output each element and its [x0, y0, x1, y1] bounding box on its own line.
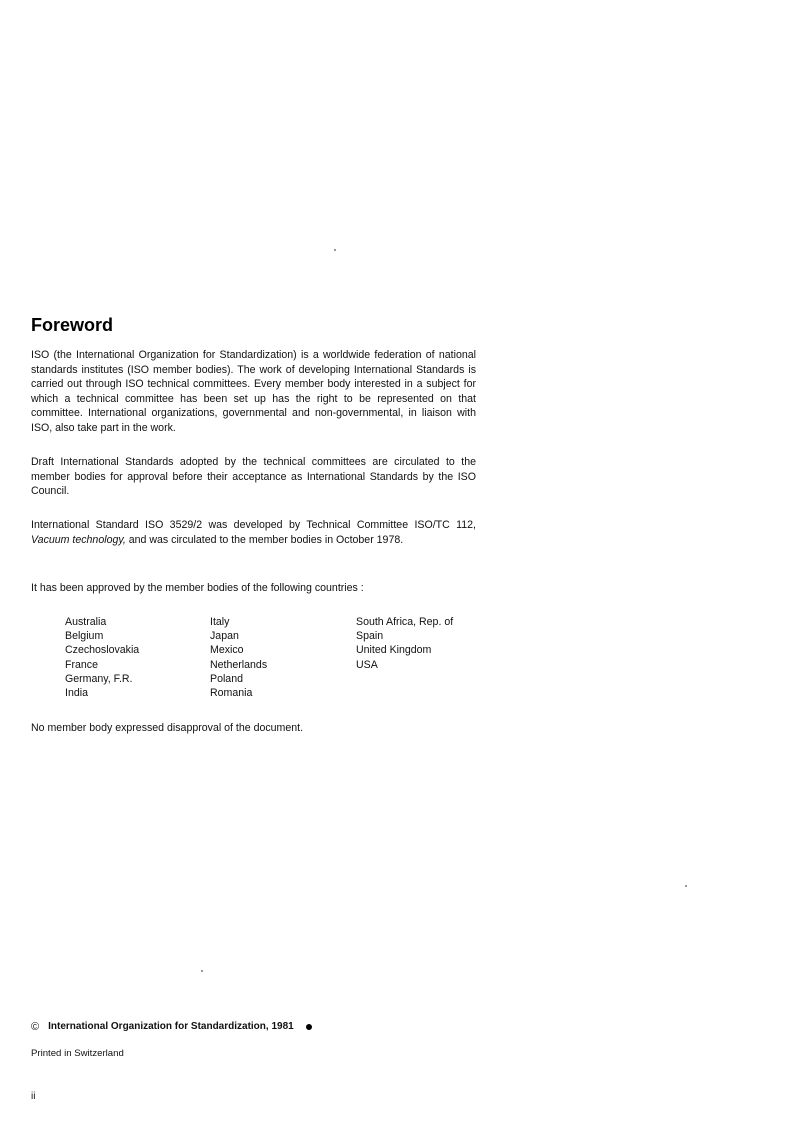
country-column-2	[210, 615, 356, 700]
paragraph-3-text-start: International Standard ISO 3529/2 was developed by Technical Committee ISO/TC 112,	[31, 519, 476, 531]
country-name: Romania	[210, 687, 253, 700]
scan-speck	[685, 885, 687, 887]
scan-speck	[334, 249, 336, 251]
country-name: Netherlands	[210, 658, 268, 671]
disapproval-statement: No member body expressed disapproval of the document.	[31, 722, 304, 734]
country-name: Australia	[65, 616, 107, 628]
country-name: India	[65, 687, 88, 700]
country-name: Spain	[356, 630, 384, 643]
page-number: ii	[31, 1091, 36, 1102]
country-column-3	[356, 615, 496, 700]
approval-statement: It has been approved by the member bodies of the following countries :	[31, 582, 364, 594]
copyright-icon: ©	[31, 1021, 40, 1033]
country-column-1	[65, 615, 210, 700]
printed-in-note: Printed in Switzerland	[31, 1048, 124, 1059]
committee-title-italic: Vacuum technology,	[31, 533, 126, 546]
foreword-paragraph-1: ISO (the International Organization for Standardization) is a worldwide federation of national standards institutes (ISO member bodies). The work of developing International Standards is carried out through ISO technical committees. Every member body interested in a subject for which a technical committee has been set up has the right to be represented on that committee. International organizations, governmental and non-governmental, in liaison with ISO, also take part in the work.	[31, 349, 476, 434]
scan-speck	[201, 970, 203, 972]
country-name: Czechoslovakia	[65, 644, 140, 657]
country-name: Mexico	[210, 644, 244, 657]
copyright-text: International Organization for Standardization, 1981	[48, 1021, 294, 1032]
country-name: Japan	[210, 630, 239, 643]
paragraph-3-text-end: and was circulated to the member bodies in October 1978.	[125, 533, 404, 546]
country-name: United Kingdom	[356, 644, 432, 657]
country-name: Germany, F.R.	[65, 672, 133, 685]
country-name: South Africa, Rep. of	[356, 616, 454, 628]
country-list	[65, 615, 496, 700]
country-name: USA	[356, 658, 378, 671]
country-name: Italy	[210, 616, 230, 628]
country-name: France	[65, 658, 98, 671]
country-name: Poland	[210, 672, 243, 685]
foreword-paragraph-3	[31, 518, 476, 547]
country-name: Belgium	[65, 630, 104, 643]
page-title: Foreword	[31, 315, 114, 335]
foreword-paragraph-2: Draft International Standards adopted by the technical committees are circulated to the member bodies for approval before their acceptance as International Standards by the ISO Council.	[31, 456, 476, 498]
copyright-line	[31, 1020, 312, 1034]
bullet-dot-icon	[306, 1024, 312, 1030]
